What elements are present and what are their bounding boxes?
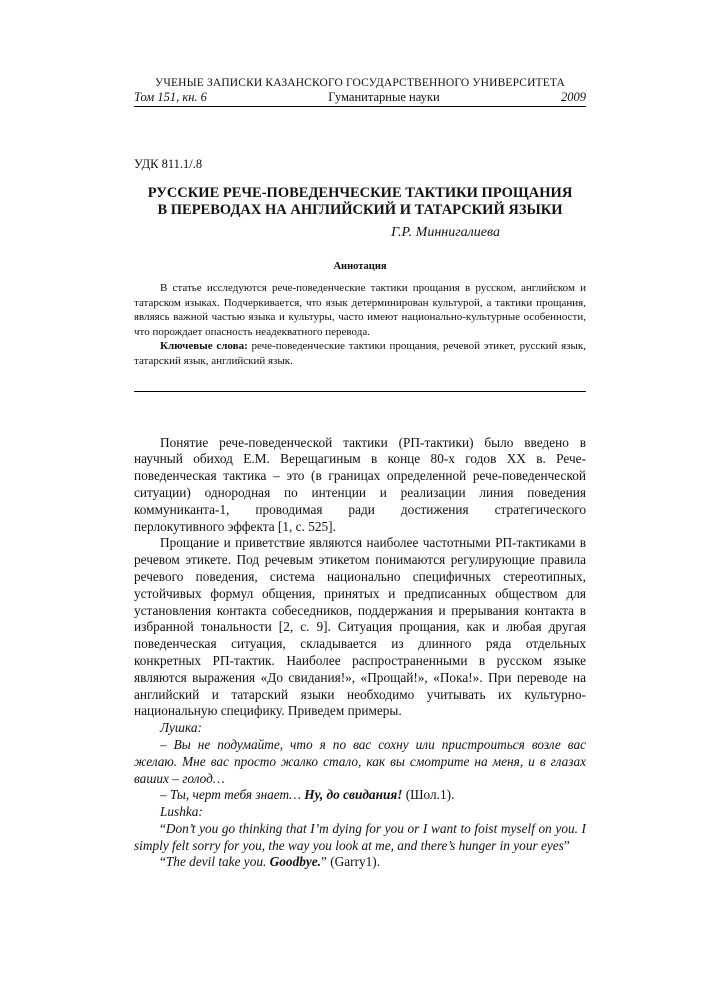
example-en-line-2 bbox=[134, 854, 586, 871]
abstract-divider bbox=[134, 391, 586, 392]
author: Г.Р. Миннигалиева bbox=[391, 225, 500, 240]
keywords bbox=[134, 339, 586, 368]
example-en-line-1 bbox=[134, 821, 586, 855]
paragraph-2: Прощание и приветствие являются наиболее частотными РП-тактиками в речевом этикете. Под речевым этикетом понимаются регулирующие правила речевого поведения, система национально специфичных стереотипных, устойчивых формул общения, принятых и предписанных обществом для установления контакта собеседников, поддержания и прерывания контакта в избранной тональности [2, с. 9]. Ситуация прощания, как и любая другая поведенческая ситуация, складывается из длинного ряда отдельных конкретных РП-тактик. Наиболее распространенными в русском языке являются выражения «До свидания!», «Прощай!», «Пока!». При переводе на английский и татарский языки необходимо учитывать их культурно-национальную специфику. Приведем примеры. bbox=[134, 535, 586, 719]
section-name: Гуманитарные науки bbox=[328, 90, 440, 104]
example-en-line-1-text: Don’t you go thinking that I’m dying for you or I want to foist myself on you. I simply felt sorry for you, the way you look at me, and there’s hunger in your eyes bbox=[134, 820, 586, 853]
keywords-label: Ключевые слова: bbox=[160, 340, 248, 353]
journal-name: УЧЕНЫЕ ЗАПИСКИ КАЗАНСКОГО ГОСУДАРСТВЕННОГО УНИВЕРСИТЕТА bbox=[155, 77, 565, 89]
title-line-1: РУССКИЕ РЕЧЕ-ПОВЕДЕНЧЕСКИЕ ТАКТИКИ ПРОЩАНИЯ bbox=[147, 185, 573, 201]
example-en-open-quote: “ bbox=[160, 820, 166, 836]
example-en-speaker: Lushka: bbox=[160, 804, 203, 820]
paragraph-1: Понятие рече-поведенческой тактики (РП-тактики) было введено в научный обиход Е.М. Верещагиным в конце 80-х годов XX в. Рече-поведенческая тактика – это (в границах определенной рече-поведенческой ситуации) однородная по интенции и реализации линия поведения коммуниканта-1, проводимая ради достижения стратегического перлокутивного эффекта [1, с. 525]. bbox=[134, 434, 586, 534]
article-body bbox=[134, 435, 586, 872]
year: 2009 bbox=[560, 90, 586, 104]
example-ru-farewell: Ну, до свидания! bbox=[304, 787, 403, 803]
example-en-open-quote-2: “ bbox=[160, 854, 166, 870]
example-ru-line-1: – Вы не подумайте, что я по вас сохну или пристроиться возле вас желаю. Мне вас просто жалко стало, как вы смотрите на меня, и в глазах ваших – голод… bbox=[134, 736, 586, 786]
journal-meta bbox=[134, 90, 586, 107]
example-ru-speaker: Лушка: bbox=[160, 720, 202, 736]
example-en-source: ” (Garry1). bbox=[321, 854, 381, 870]
abstract-text: В статье исследуются рече-поведенческие тактики прощания в русском, английском и татарском языках. Подчеркивается, что язык детерминирован культурой, а тактики прощания, являясь важной частью языка и культуры, часто имеют национально-культурные особенности, что порождает опасность неадекватного перевода. bbox=[134, 282, 586, 338]
keywords-text: рече-поведенческие тактики прощания, речевой этикет, русский язык, татарский язык, английский язык. bbox=[134, 340, 587, 367]
article-title bbox=[134, 185, 586, 219]
abstract-heading: Аннотация bbox=[333, 261, 387, 272]
abstract bbox=[134, 281, 586, 369]
example-ru-line-2a: – Ты, черт тебя знает… bbox=[160, 787, 305, 803]
example-en-farewell: Goodbye. bbox=[269, 854, 321, 870]
example-ru-source: (Шол.1). bbox=[402, 787, 455, 803]
udk-code: УДК 811.1/.8 bbox=[134, 157, 203, 171]
example-en-line-2a: The devil take you. bbox=[165, 854, 270, 870]
example-ru-line-2 bbox=[134, 787, 586, 804]
article-page bbox=[134, 76, 586, 871]
example-en-close-quote: ” bbox=[563, 837, 570, 853]
volume-issue: Том 151, кн. 6 bbox=[134, 90, 207, 104]
title-line-2: В ПЕРЕВОДАХ НА АНГЛИЙСКИЙ И ТАТАРСКИЙ ЯЗЫКИ bbox=[157, 202, 563, 218]
